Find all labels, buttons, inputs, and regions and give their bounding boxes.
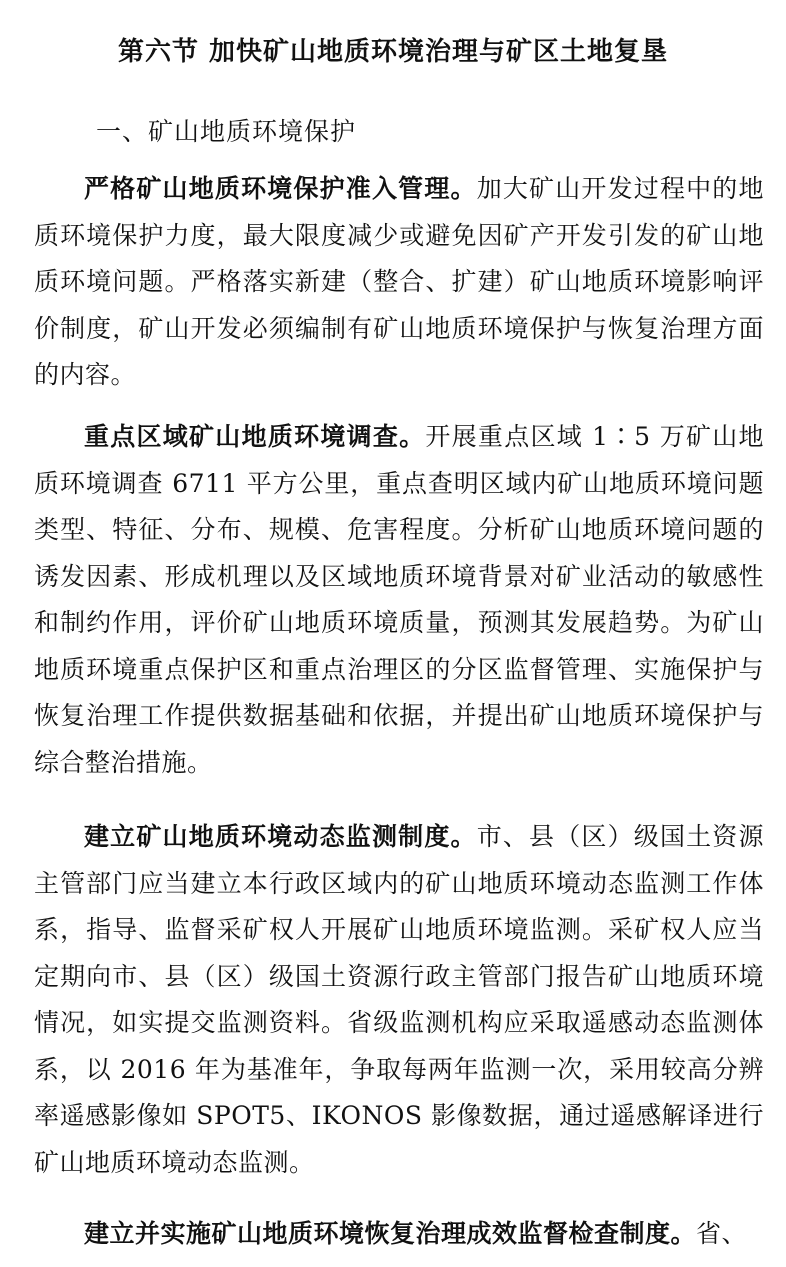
paragraph-lead: 建立并实施矿山地质环境恢复治理成效监督检查制度。	[84, 1219, 697, 1248]
section-title: 第六节 加快矿山地质环境治理与矿区土地复垦	[117, 37, 669, 67]
paragraph-lead: 建立矿山地质环境动态监测制度。	[84, 822, 477, 851]
paragraph	[34, 414, 764, 786]
subsection-title: 一、矿山地质环境保护	[96, 117, 357, 146]
paragraph-lead: 重点区域矿山地质环境调查。	[84, 422, 426, 451]
paragraph	[34, 1211, 764, 1258]
paragraph-body: 开展重点区域 1∶5 万矿山地质环境调查 6711 平方公里，重点查明区域内矿山地质环境问题类型、特征、分布、规模、危害程度。分析矿山地质环境问题的诱发因素、形成机理以及区域地质环境背景对矿业活动的敏感性和制约作用，评价矿山地质环境质量，预测其发展趋势。为矿山地质环境重点保护区和重点治理区的分区监督管理、实施保护与恢复治理工作提供数据基础和依据，并提出矿山地质环境保护与综合整治措施。	[34, 422, 764, 777]
paragraph-body: 市、县（区）级国土资源主管部门应当建立本行政区域内的矿山地质环境动态监测工作体系，指导、监督采矿权人开展矿山地质环境监测。采矿权人应当定期向市、县（区）级国土资源行政主管部门报告矿山地质环境情况，如实提交监测资料。省级监测机构应采取遥感动态监测体系，以 2016 年为基准年，争取每两年监测一次，采用较高分辨率遥感影像如 SPOT5、IKONOS 影像数据，通过遥感解译进行矿山地质环境动态监测。	[34, 822, 764, 1177]
paragraph-lead: 严格矿山地质环境保护准入管理。	[84, 174, 477, 203]
paragraph	[34, 814, 764, 1186]
paragraph	[34, 166, 764, 399]
paragraph-body: 省、	[696, 1219, 748, 1248]
paragraph-body: 加大矿山开发过程中的地质环境保护力度，最大限度减少或避免因矿产开发引发的矿山地质环境问题。严格落实新建（整合、扩建）矿山地质环境影响评价制度，矿山开发必须编制有矿山地质环境保护与恢复治理方面的内容。	[34, 174, 764, 389]
